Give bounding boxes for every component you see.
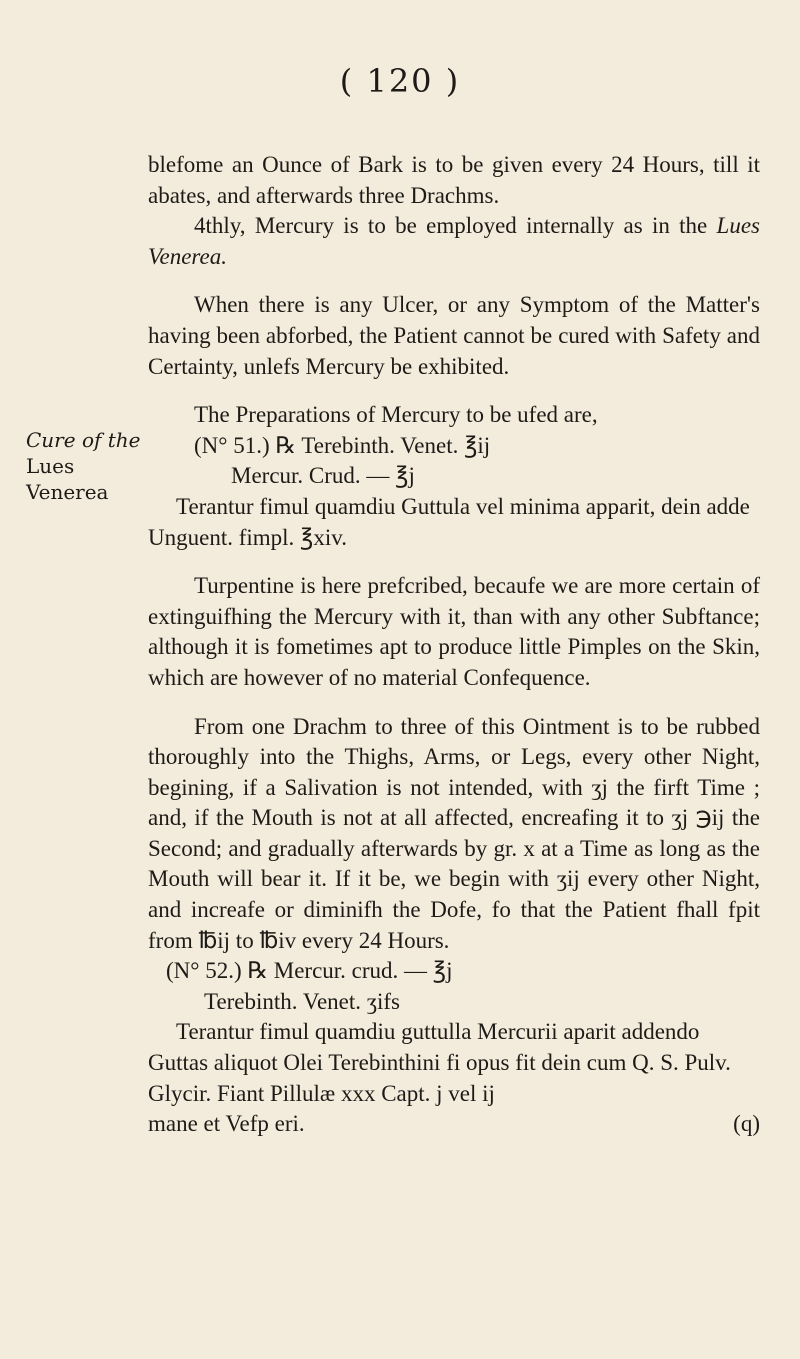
margin-note-line-2: Lues Venerea: [26, 454, 109, 504]
recipe-52-line-4: mane et Vefp eri.: [148, 1111, 305, 1137]
fourthly-text: 4thly, Mercury is to be employed internally as in the: [194, 213, 708, 239]
paragraph-dosage: From one Drachm to three of this Ointment is to be rubbed thoroughly into the Thighs, Arms, or Legs, every other Night, begining, if a Salivation is not intended, with ʒj the firft Time ; and, if the Mouth is not at all affected, encreafing it to ʒj ℈ij the Second; and gradually afterwards by gr. x at a Time as long as the Mouth will bear it. If it be, we begin with ʒij every other Night, and increafe or diminifh the Dofe, fo that the Patient fhall fpit from ℔ij to ℔iv every 24 Hours.: [148, 713, 760, 953]
margin-note-line-1: Cure of the: [26, 428, 141, 452]
body-text: [148, 150, 760, 1140]
paragraph-fourthly: [148, 211, 760, 272]
paragraph-bark-dose: blefome an Ounce of Bark is to be given every 24 Hours, till it abates, and afterwards three Drachms.: [148, 152, 760, 208]
lues-venerea-ref: Lues Venerea.: [148, 213, 760, 269]
recipe-52-last-line: [148, 1109, 760, 1140]
recipe-52-line-2: Terebinth. Venet. ʒifs: [204, 988, 400, 1014]
margin-note: [26, 427, 146, 505]
page-number: ( 120 ): [339, 62, 461, 100]
recipe-51-line-2: Mercur. Crud. — ℥j: [231, 463, 415, 489]
catchword: (q): [733, 1111, 760, 1137]
recipe-51-line-1: (N° 51.) ℞ Terebinth. Venet. ℥ij: [194, 432, 491, 458]
recipe-52: [148, 956, 760, 1140]
recipe-51-line-3: Terantur fimul quamdiu Guttula vel minima apparit, dein adde Unguent. fimpl. ℥xiv.: [148, 493, 750, 550]
paragraph-ulcer: When there is any Ulcer, or any Symptom of the Matter's having been abforbed, the Patient cannot be cured with Safety and Certainty, unlefs Mercury be exhibited.: [148, 292, 760, 379]
recipe-52-line-1: (N° 52.) ℞ Mercur. crud. — ℥j: [166, 958, 453, 984]
paragraph-preparations: The Preparations of Mercury to be ufed are,: [194, 402, 598, 428]
paragraph-turpentine: Turpentine is here prefcribed, becaufe we are more certain of extinguifhing the Mercury with it, than with any other Subftance; although it is fometimes apt to produce little Pimples on the Skin, which are however of no material Confequence.: [148, 573, 760, 690]
recipe-52-line-3: Terantur fimul quamdiu guttulla Mercurii aparit addendo Guttas aliquot Olei Terebinthini fi opus fit dein cum Q. S. Pulv. Glycir. Fiant Pillulæ xxx Capt. j vel ij: [148, 1019, 731, 1106]
recipe-51: [148, 431, 760, 553]
